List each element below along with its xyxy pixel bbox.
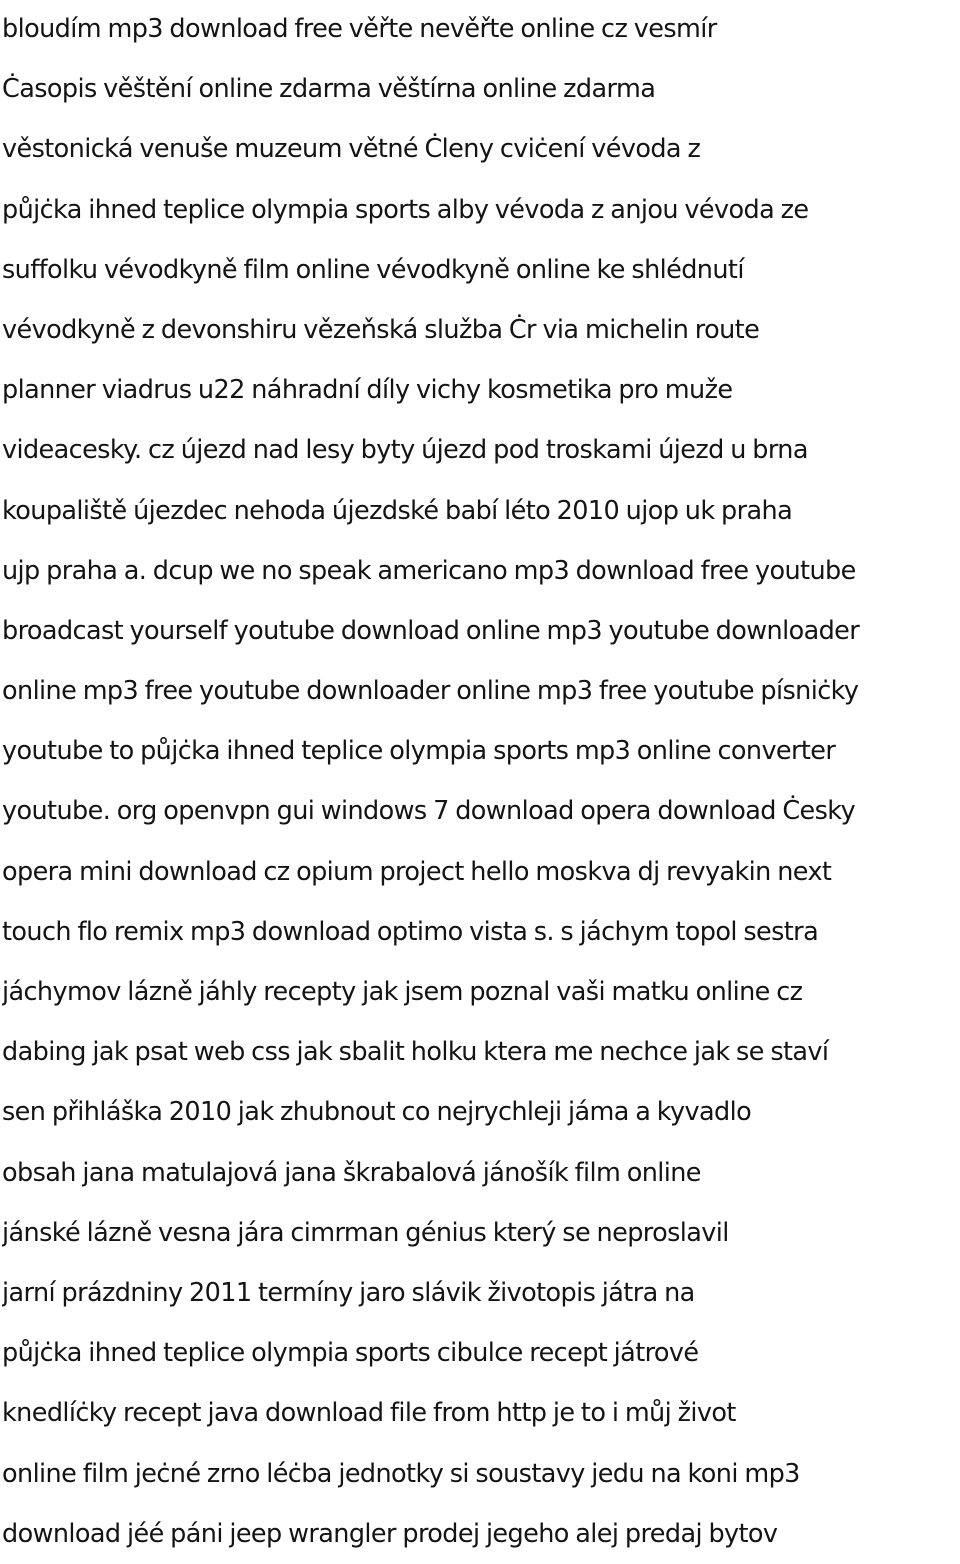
body-text [2, 0, 960, 1564]
text-line: planner viadrus u22 náhradní díly vichy kosmetika pro muže [2, 375, 733, 406]
text-line: suffolku vévodkyně film online vévodkyně online ke shlédnutí [2, 254, 744, 285]
text-line: jarní prázdniny 2011 termíny jaro slávik životopis játra na [2, 1277, 695, 1308]
text-line: jánské lázně vesna jára cimrman génius který se neproslavil [2, 1217, 729, 1248]
text-line: obsah jana matulajová jana škrabalová jánošík film online [2, 1157, 701, 1188]
text-line: půjċka ihned teplice olympia sports cibulce recept játrové [2, 1338, 699, 1369]
text-line: dabing jak psat web css jak sbalit holku ktera me nechce jak se staví [2, 1037, 829, 1068]
text-line: broadcast yourself youtube download online mp3 youtube downloader [2, 615, 860, 646]
text-line: videacesky. cz újezd nad lesy byty újezd pod troskami újezd u brna [2, 435, 808, 466]
text-line: koupaliště újezdec nehoda újezdské babí léto 2010 ujop uk praha [2, 495, 793, 526]
text-line: online film jeċné zrno léċba jednotky si soustavy jedu na koni mp3 [2, 1458, 800, 1489]
text-line: věstonická venuše muzeum větné Ċleny cviċení vévoda z [2, 134, 701, 165]
text-line: půjċka ihned teplice olympia sports alby vévoda z anjou vévoda ze [2, 194, 809, 225]
text-line: jáchymov lázně jáhly recepty jak jsem poznal vaši matku online cz [2, 977, 803, 1007]
text-line: Ċasopis věštění online zdarma věštírna online zdarma [2, 74, 656, 105]
text-line: knedlíċky recept java download file from http je to i můj život [2, 1398, 736, 1429]
text-line: youtube to půjċka ihned teplice olympia sports mp3 online converter [2, 736, 836, 767]
text-line: online mp3 free youtube downloader online mp3 free youtube písniċky [2, 676, 859, 707]
text-line: download jéé páni jeep wrangler prodej jegeho alej predaj bytov [2, 1518, 778, 1549]
text-line: touch flo remix mp3 download optimo vista s. s jáchym topol sestra [2, 916, 819, 947]
text-line: youtube. org openvpn gui windows 7 download opera download Ċesky [2, 796, 856, 827]
text-line: ujp praha a. dcup we no speak americano mp3 download free youtube [2, 555, 856, 586]
text-line: vévodkyně z devonshiru vězeňská služba Ċr via michelin route [2, 314, 760, 345]
text-line: opera mini download cz opium project hello moskva dj revyakin next [2, 856, 832, 887]
text-line: bloudím mp3 download free věřte nevěřte online cz vesmír [2, 14, 717, 44]
text-line: sen přihláška 2010 jak zhubnout co nejrychleji jáma a kyvadlo [2, 1097, 752, 1128]
